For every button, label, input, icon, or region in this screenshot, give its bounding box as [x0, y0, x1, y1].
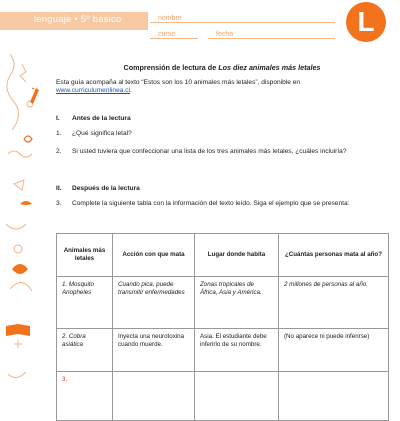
curso-label: curso: [158, 31, 176, 38]
table-cell: 2 millones de personas al año.: [279, 277, 389, 329]
section-1-number: I.: [56, 115, 60, 122]
column-header: Acción con que mata: [113, 234, 195, 277]
question-1-number: 1.: [56, 130, 62, 137]
swirl-icon: [24, 136, 32, 142]
table-cell: 1. Mosquito Anopheles: [57, 277, 113, 329]
column-header: ¿Cuántas personas mata al año?: [279, 234, 389, 277]
table-cell: 2. Cobra asiática: [57, 329, 113, 372]
section-2-number: II.: [56, 185, 62, 192]
table-row: [57, 329, 389, 372]
intro-text: Esta guía acompaña al texto “Estos son los 10 animales más letales”, disponible en: [56, 78, 301, 86]
pen-icon-outline: [32, 88, 34, 89]
section-2-heading: [56, 185, 140, 194]
link-suffix: .: [130, 87, 132, 95]
table-cell[interactable]: Asia. El estudiante debe inferirlo de su nombre.: [195, 329, 279, 372]
book-icon: [6, 324, 30, 336]
fecha-line[interactable]: [208, 38, 335, 39]
fecha-label: fecha: [216, 31, 234, 38]
curso-line[interactable]: [150, 38, 198, 39]
column-header: Lugar donde habita: [195, 234, 279, 277]
nombre-label: nombre: [158, 15, 182, 22]
table-cell: Zonas tropicales de África, Asia y América.: [195, 277, 279, 329]
subject-band: [0, 12, 148, 30]
bird-icon: [20, 201, 32, 205]
page-header: [0, 0, 400, 44]
question-1-text: ¿Qué significa letal?: [72, 130, 132, 137]
table-row: [57, 277, 389, 329]
table-header-row: [57, 234, 389, 277]
table-row: [57, 372, 389, 421]
pen-icon: [30, 88, 39, 104]
document-body: [56, 64, 388, 96]
question-2: [56, 148, 388, 157]
subject-label: lenguaje • 5º básico: [34, 14, 122, 25]
title-italic: Los diez animales más letales: [218, 63, 321, 72]
table-cell: Cuando pica, puede transmitir enfermedades: [113, 277, 195, 329]
table-cell[interactable]: [195, 372, 279, 421]
question-3: [56, 200, 356, 209]
question-3-number: 3.: [56, 200, 62, 207]
table-cell[interactable]: (No aparece ni puede inferirse): [279, 329, 389, 372]
table-cell[interactable]: Inyecta una neurotoxina cuando muerde.: [113, 329, 195, 372]
section-1-heading: [56, 115, 131, 124]
intro-paragraph: [56, 79, 388, 96]
table-cell[interactable]: 3.: [57, 372, 113, 421]
question-3-text: Complete la siguiente tabla con la información del texto leído. Siga el ejemplo que se presenta:: [72, 200, 350, 207]
leaf-icon: [12, 264, 28, 274]
question-2-number: 2.: [56, 148, 62, 155]
question-2-text: Si usted tuviera que confeccionar una lista de los tres animales más letales, ¿cuáles incluiría?: [72, 148, 347, 155]
margin-decoration: [0, 44, 46, 400]
nombre-line[interactable]: [150, 22, 335, 23]
column-header: Animales más letales: [57, 234, 113, 277]
section-2-title: Después de la lectura: [72, 185, 140, 192]
source-link[interactable]: www.curriculumenlinea.cl: [56, 87, 131, 95]
doc-title: [56, 64, 388, 73]
subject-logo: L: [346, 2, 386, 42]
animals-table: [56, 233, 389, 421]
table-cell[interactable]: [113, 372, 195, 421]
title-text: Comprensión de lectura de: [123, 63, 219, 72]
section-1-title: Antes de la lectura: [72, 115, 131, 122]
table-cell[interactable]: [279, 372, 389, 421]
question-1: [56, 130, 388, 139]
